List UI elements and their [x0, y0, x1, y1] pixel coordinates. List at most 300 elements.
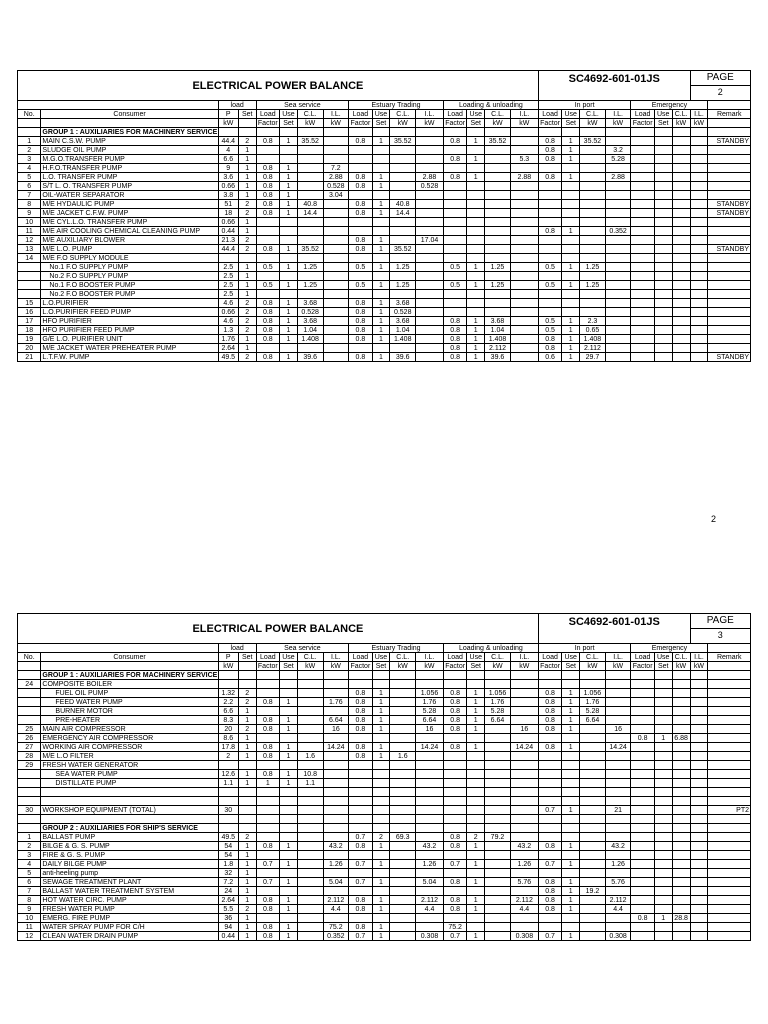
- table-cell: [485, 905, 511, 914]
- table-row: [18, 299, 751, 308]
- table-cell: 14.24: [510, 743, 538, 752]
- table-cell: [280, 290, 298, 299]
- consumer-name: [41, 788, 218, 797]
- table-cell: [323, 344, 349, 353]
- remark: [708, 227, 751, 236]
- table-cell: [654, 218, 672, 227]
- table-cell: 0.5: [538, 317, 561, 326]
- table-cell: 1: [280, 335, 298, 344]
- table-cell: [631, 308, 654, 317]
- table-cell: 1: [280, 326, 298, 335]
- item-number: 30: [18, 806, 41, 815]
- table-cell: [562, 779, 580, 788]
- table-cell: [631, 317, 654, 326]
- table-cell: 1: [372, 308, 390, 317]
- table-cell: [510, 245, 538, 254]
- table-cell: [218, 128, 238, 137]
- table-cell: [605, 797, 631, 806]
- column-header-cell: kW: [218, 119, 238, 128]
- column-header-cell: Set: [562, 662, 580, 671]
- table-cell: [390, 923, 416, 932]
- table-cell: [390, 227, 416, 236]
- table-cell: [654, 905, 672, 914]
- column-header-cell: [708, 662, 751, 671]
- column-header-cell: Set: [372, 119, 390, 128]
- table-cell: [372, 761, 390, 770]
- table-cell: [580, 797, 606, 806]
- table-cell: 0.7: [349, 833, 372, 842]
- table-cell: [416, 254, 444, 263]
- table-cell: 0.8: [349, 326, 372, 335]
- table-cell: [631, 725, 654, 734]
- column-header-cell: C.L.: [485, 110, 511, 119]
- column-header-cell: Load: [538, 653, 561, 662]
- table-cell: 0.7: [538, 806, 561, 815]
- table-cell: [672, 896, 690, 905]
- table-cell: [485, 209, 511, 218]
- table-cell: 35.52: [297, 245, 323, 254]
- table-cell: 5.28: [416, 707, 444, 716]
- table-cell: 3.8: [218, 191, 238, 200]
- table-cell: [672, 308, 690, 317]
- table-cell: [605, 869, 631, 878]
- column-header-cell: kW: [485, 119, 511, 128]
- table-cell: [510, 263, 538, 272]
- table-cell: 24: [218, 887, 238, 896]
- table-cell: 1: [562, 806, 580, 815]
- table-cell: 54: [218, 842, 238, 851]
- table-cell: [654, 689, 672, 698]
- table-cell: [654, 335, 672, 344]
- table-cell: [297, 761, 323, 770]
- table-cell: 35.52: [485, 137, 511, 146]
- table-cell: 0.8: [349, 137, 372, 146]
- table-cell: [256, 797, 279, 806]
- table-cell: [323, 788, 349, 797]
- table-cell: [690, 797, 708, 806]
- table-cell: 1.1: [297, 779, 323, 788]
- table-cell: [323, 146, 349, 155]
- table-cell: 0.8: [349, 743, 372, 752]
- table-cell: [390, 290, 416, 299]
- consumer-name: WATER SPRAY PUMP FOR C/H: [41, 923, 218, 932]
- column-header-cell: Use: [467, 110, 485, 119]
- table-cell: [280, 824, 298, 833]
- table-cell: [580, 869, 606, 878]
- table-cell: [416, 923, 444, 932]
- table-cell: [510, 290, 538, 299]
- table-cell: [690, 833, 708, 842]
- table-cell: 3.68: [390, 299, 416, 308]
- column-header-cell: Use: [654, 110, 672, 119]
- item-number: 2: [18, 842, 41, 851]
- table-cell: [390, 887, 416, 896]
- table-cell: [372, 254, 390, 263]
- table-cell: [672, 932, 690, 941]
- table-cell: [349, 128, 372, 137]
- table-cell: [562, 200, 580, 209]
- table-cell: [323, 272, 349, 281]
- table-cell: 0.5: [349, 281, 372, 290]
- table-cell: [690, 815, 708, 824]
- column-header-cell: Load: [256, 653, 279, 662]
- table-cell: [654, 308, 672, 317]
- table-cell: [416, 671, 444, 680]
- table-cell: 1: [256, 779, 279, 788]
- table-cell: 2.112: [510, 896, 538, 905]
- column-header-cell: kW: [416, 119, 444, 128]
- table-cell: 0.8: [443, 896, 466, 905]
- table-cell: [654, 698, 672, 707]
- table-cell: [349, 680, 372, 689]
- column-header-cell: I.L.: [510, 653, 538, 662]
- table-cell: 0.8: [538, 896, 561, 905]
- table-cell: [538, 824, 561, 833]
- remark: [708, 716, 751, 725]
- table-cell: 0.7: [538, 932, 561, 941]
- table-cell: 5.04: [323, 878, 349, 887]
- table-cell: [467, 761, 485, 770]
- table-cell: 2: [238, 137, 256, 146]
- table-cell: [238, 128, 256, 137]
- table-cell: [485, 806, 511, 815]
- table-cell: 1: [280, 698, 298, 707]
- table-cell: [672, 236, 690, 245]
- table-cell: [510, 299, 538, 308]
- table-cell: 3.04: [323, 191, 349, 200]
- table-cell: 0.352: [605, 227, 631, 236]
- table-cell: [297, 743, 323, 752]
- table-cell: [538, 290, 561, 299]
- table-cell: 0.352: [323, 932, 349, 941]
- column-group-loading-unloading: Loading & unloading: [443, 101, 538, 110]
- table-cell: [238, 797, 256, 806]
- table-cell: 75.2: [443, 923, 466, 932]
- table-cell: [538, 752, 561, 761]
- table-cell: [580, 914, 606, 923]
- table-cell: 0.8: [349, 245, 372, 254]
- table-cell: 3.68: [297, 317, 323, 326]
- table-cell: [631, 815, 654, 824]
- remark: [708, 146, 751, 155]
- item-number: [18, 128, 41, 137]
- table-cell: [323, 326, 349, 335]
- table-cell: 0.528: [416, 182, 444, 191]
- table-cell: [485, 878, 511, 887]
- table-cell: [485, 923, 511, 932]
- table-cell: [631, 173, 654, 182]
- remark: [708, 779, 751, 788]
- table-cell: [690, 191, 708, 200]
- table-cell: 79.2: [485, 833, 511, 842]
- table-cell: [631, 932, 654, 941]
- table-cell: [297, 236, 323, 245]
- table-cell: 43.2: [605, 842, 631, 851]
- table-cell: 1: [280, 308, 298, 317]
- table-cell: 1: [372, 707, 390, 716]
- table-row: [18, 263, 751, 272]
- table-cell: [510, 281, 538, 290]
- table-cell: [256, 290, 279, 299]
- table-row: [18, 878, 751, 887]
- table-cell: [690, 353, 708, 362]
- column-group-estuary-trading: Estuary Trading: [349, 101, 444, 110]
- table-cell: [654, 245, 672, 254]
- remark: [708, 155, 751, 164]
- table-cell: [218, 680, 238, 689]
- table-cell: [280, 128, 298, 137]
- item-number: [18, 671, 41, 680]
- remark: [708, 824, 751, 833]
- column-header-cell: kW: [218, 662, 238, 671]
- table-cell: [631, 353, 654, 362]
- table-cell: [580, 299, 606, 308]
- table-cell: [349, 806, 372, 815]
- table-cell: [672, 689, 690, 698]
- table-cell: 0.8: [256, 326, 279, 335]
- table-cell: 16: [605, 725, 631, 734]
- table-cell: [323, 308, 349, 317]
- table-cell: 3.6: [218, 173, 238, 182]
- column-header-cell: I.L.: [510, 110, 538, 119]
- remark: [708, 887, 751, 896]
- table-cell: [605, 716, 631, 725]
- table-cell: [323, 869, 349, 878]
- table-cell: [280, 689, 298, 698]
- table-cell: [467, 146, 485, 155]
- table-cell: [690, 779, 708, 788]
- table-cell: [510, 317, 538, 326]
- table-cell: [390, 914, 416, 923]
- table-cell: 0.8: [349, 752, 372, 761]
- table-cell: 2.5: [218, 272, 238, 281]
- table-cell: [443, 914, 466, 923]
- table-cell: 12.6: [218, 770, 238, 779]
- table-cell: [631, 671, 654, 680]
- table-cell: 14.4: [390, 209, 416, 218]
- table-cell: 21: [605, 806, 631, 815]
- table-cell: [690, 725, 708, 734]
- table-cell: 1: [467, 137, 485, 146]
- table-cell: [672, 317, 690, 326]
- table-row: [18, 680, 751, 689]
- table-cell: [605, 770, 631, 779]
- table-cell: [580, 128, 606, 137]
- table-cell: 54: [218, 851, 238, 860]
- table-cell: [562, 734, 580, 743]
- table-cell: [323, 290, 349, 299]
- table-cell: 0.66: [218, 308, 238, 317]
- table-cell: [297, 716, 323, 725]
- table-cell: [390, 896, 416, 905]
- table-cell: [580, 896, 606, 905]
- table-cell: [323, 299, 349, 308]
- item-number: 5: [18, 869, 41, 878]
- item-number: [18, 281, 41, 290]
- table-cell: [510, 698, 538, 707]
- table-cell: 0.8: [256, 209, 279, 218]
- table-cell: [562, 815, 580, 824]
- table-cell: [580, 860, 606, 869]
- table-cell: [538, 209, 561, 218]
- table-cell: [485, 770, 511, 779]
- table-cell: [390, 779, 416, 788]
- table-cell: 69.3: [390, 833, 416, 842]
- table-row: [18, 254, 751, 263]
- remark: [708, 761, 751, 770]
- table-cell: [654, 353, 672, 362]
- table-cell: [690, 914, 708, 923]
- table-cell: 1: [372, 335, 390, 344]
- table-cell: [297, 887, 323, 896]
- table-cell: [297, 290, 323, 299]
- table-cell: [654, 317, 672, 326]
- table-cell: 1.6: [297, 752, 323, 761]
- table-cell: [510, 146, 538, 155]
- table-cell: [672, 707, 690, 716]
- table-cell: [443, 272, 466, 281]
- table-cell: [416, 335, 444, 344]
- column-header-cell: Factor: [257, 662, 278, 670]
- table-cell: [349, 254, 372, 263]
- table-cell: [416, 128, 444, 137]
- table-cell: [580, 743, 606, 752]
- table-cell: 0.7: [349, 932, 372, 941]
- table-cell: [605, 245, 631, 254]
- table-cell: [654, 281, 672, 290]
- table-cell: [323, 707, 349, 716]
- column-header-cell: Load: [443, 653, 466, 662]
- remark: STANDBY: [708, 200, 751, 209]
- table-cell: [538, 779, 561, 788]
- remark: [708, 128, 751, 137]
- table-cell: 0.8: [256, 743, 279, 752]
- table-cell: [372, 671, 390, 680]
- table-cell: 1: [372, 860, 390, 869]
- consumer-name: M.G.O.TRANSFER PUMP: [41, 155, 218, 164]
- table-cell: 1: [280, 923, 298, 932]
- table-cell: [323, 227, 349, 236]
- table-cell: [672, 281, 690, 290]
- table-cell: 1: [372, 932, 390, 941]
- table-row: [18, 281, 751, 290]
- remark: [708, 905, 751, 914]
- table-cell: 1: [372, 182, 390, 191]
- table-row: [18, 137, 751, 146]
- table-cell: [580, 842, 606, 851]
- table-cell: [690, 299, 708, 308]
- table-cell: 7.2: [218, 878, 238, 887]
- table-cell: [297, 806, 323, 815]
- table-row: [18, 200, 751, 209]
- table-cell: 10.8: [297, 770, 323, 779]
- table-cell: [672, 923, 690, 932]
- table-cell: [690, 761, 708, 770]
- table-row: [18, 932, 751, 941]
- table-cell: 0.66: [218, 218, 238, 227]
- table-cell: 1: [280, 299, 298, 308]
- table-cell: 0.8: [256, 335, 279, 344]
- table-cell: [443, 218, 466, 227]
- table-cell: 0.8: [443, 317, 466, 326]
- table-cell: [672, 680, 690, 689]
- table-cell: 1: [238, 191, 256, 200]
- table-cell: 1: [467, 326, 485, 335]
- table-cell: 0.8: [349, 200, 372, 209]
- table-row: [18, 815, 751, 824]
- table-cell: 0.7: [349, 878, 372, 887]
- table-cell: [510, 164, 538, 173]
- table-cell: 16: [323, 725, 349, 734]
- table-cell: 1: [280, 779, 298, 788]
- table-cell: [323, 833, 349, 842]
- table-cell: [538, 914, 561, 923]
- table-cell: [672, 254, 690, 263]
- table-row: [18, 344, 751, 353]
- table-cell: 1: [372, 173, 390, 182]
- table-cell: [467, 779, 485, 788]
- table-cell: [690, 743, 708, 752]
- table-cell: 1.76: [218, 335, 238, 344]
- table-cell: [562, 236, 580, 245]
- table-cell: [605, 815, 631, 824]
- remark: [708, 335, 751, 344]
- table-cell: [562, 824, 580, 833]
- table-cell: 6.6: [218, 155, 238, 164]
- table-cell: [654, 896, 672, 905]
- column-header-cell: kW: [672, 662, 690, 671]
- table-cell: [256, 254, 279, 263]
- table-cell: 3.68: [485, 317, 511, 326]
- table-cell: [467, 254, 485, 263]
- power-balance-table: [17, 70, 751, 362]
- table-cell: 1.25: [297, 263, 323, 272]
- table-cell: [631, 860, 654, 869]
- table-cell: [631, 290, 654, 299]
- table-cell: [390, 878, 416, 887]
- table-cell: 1: [562, 263, 580, 272]
- table-cell: [280, 236, 298, 245]
- table-cell: 2.64: [218, 896, 238, 905]
- table-cell: [349, 191, 372, 200]
- table-cell: 2: [238, 299, 256, 308]
- column-header-cell: [18, 662, 41, 671]
- table-cell: [538, 680, 561, 689]
- table-cell: [256, 788, 279, 797]
- table-cell: 0.8: [349, 842, 372, 851]
- table-cell: [562, 797, 580, 806]
- table-cell: [443, 290, 466, 299]
- table-cell: 0.8: [349, 317, 372, 326]
- table-cell: [297, 734, 323, 743]
- table-cell: [349, 290, 372, 299]
- table-cell: [280, 851, 298, 860]
- table-cell: [485, 200, 511, 209]
- remark: [708, 182, 751, 191]
- document-number: SC4692-601-01JS: [538, 71, 690, 101]
- item-number: 7: [18, 191, 41, 200]
- table-cell: [485, 788, 511, 797]
- table-cell: [467, 815, 485, 824]
- table-cell: [562, 671, 580, 680]
- table-cell: 0.7: [443, 932, 466, 941]
- consumer-name: GROUP 2 : AUXILIARIES FOR SHIP'S SERVICE: [41, 824, 218, 833]
- column-group-emergency: Emergency: [631, 101, 708, 110]
- table-cell: [372, 797, 390, 806]
- remark: [708, 671, 751, 680]
- table-cell: [690, 182, 708, 191]
- table-cell: 0.8: [349, 923, 372, 932]
